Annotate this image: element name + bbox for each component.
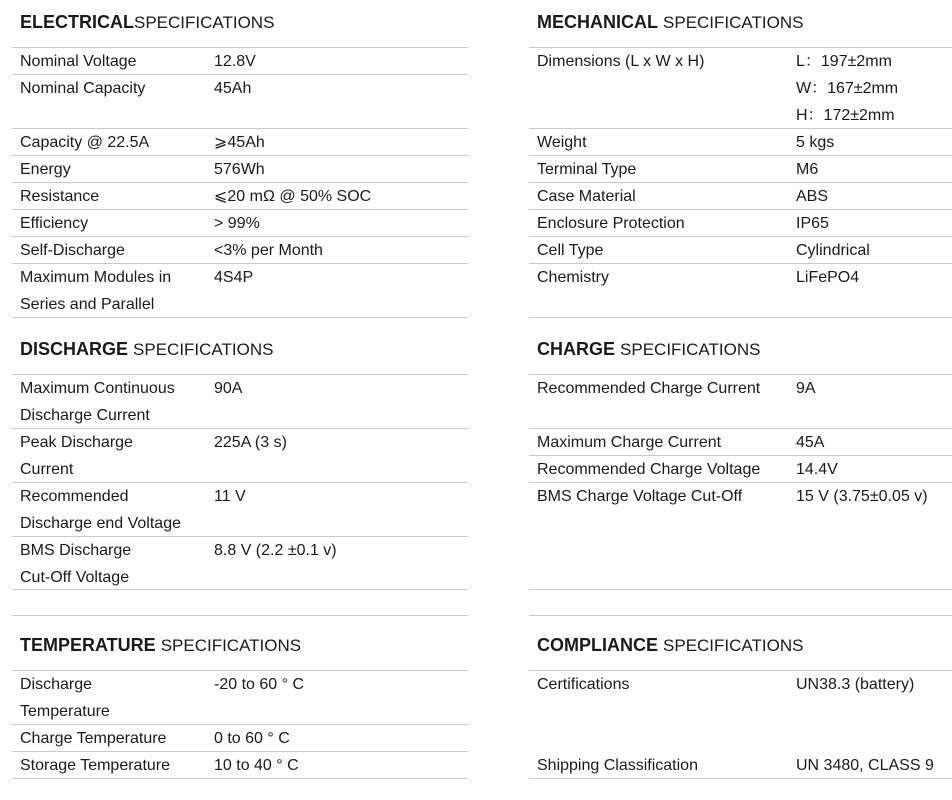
spec-value: ⩽20 mΩ @ 50% SOC xyxy=(214,188,372,205)
discharge-specifications xyxy=(12,327,468,591)
spec-value: 45A xyxy=(796,434,825,451)
heading-rest: SPECIFICATIONS xyxy=(134,13,275,32)
spec-row xyxy=(12,156,468,183)
heading-rest: SPECIFICATIONS xyxy=(620,340,761,359)
electrical-specifications xyxy=(12,0,468,318)
heading-rest: SPECIFICATIONS xyxy=(663,13,804,32)
spec-label: Terminal Type xyxy=(537,161,637,178)
spec-label: Recommended Charge Voltage xyxy=(537,461,761,478)
spec-row xyxy=(529,237,952,264)
spec-row xyxy=(529,129,952,156)
spec-label: Storage Temperature xyxy=(20,757,171,774)
spec-row xyxy=(12,75,468,129)
spec-value: 10 to 40 ° C xyxy=(214,757,299,774)
spec-value: 90A xyxy=(214,380,243,397)
section-divider xyxy=(529,615,952,616)
spec-value: -20 to 60 ° C xyxy=(214,676,304,693)
spec-value: 576Wh xyxy=(214,161,265,178)
spec-label: Self-Discharge xyxy=(20,242,125,259)
spec-row xyxy=(529,48,952,129)
spec-value: 9A xyxy=(796,380,816,397)
section-heading xyxy=(529,623,952,671)
spec-label: Recommended Charge Current xyxy=(537,380,761,397)
heading-bold: TEMPERATURE xyxy=(20,635,156,655)
mechanical-specifications xyxy=(529,0,952,318)
section-divider xyxy=(12,615,468,616)
spec-label: Certifications xyxy=(537,676,630,693)
spec-label: Maximum Charge Current xyxy=(537,434,722,451)
spec-value: > 99% xyxy=(214,215,260,232)
spec-row xyxy=(529,483,952,510)
spec-row xyxy=(529,456,952,483)
spec-label: Chemistry xyxy=(537,269,610,286)
spec-value: 4S4P xyxy=(214,269,254,286)
spec-value: UN38.3 (battery) xyxy=(796,676,915,693)
spec-row xyxy=(529,264,952,318)
spec-row xyxy=(12,183,468,210)
heading-bold: DISCHARGE xyxy=(20,339,129,359)
heading-bold: COMPLIANCE xyxy=(537,635,658,655)
charge-specifications xyxy=(529,327,952,510)
spec-row xyxy=(12,429,468,483)
spec-row xyxy=(529,156,952,183)
spec-value: IP65 xyxy=(796,215,829,232)
spec-row xyxy=(12,725,468,752)
heading-bold: CHARGE xyxy=(537,339,616,359)
spec-value: 12.8V xyxy=(214,53,256,70)
spec-row xyxy=(529,429,952,456)
spec-value: Cylindrical xyxy=(796,242,870,259)
spec-row xyxy=(529,210,952,237)
spec-value: 0 to 60 ° C xyxy=(214,730,290,747)
spec-label: Nominal Voltage xyxy=(20,53,137,70)
heading-rest: SPECIFICATIONS xyxy=(133,340,274,359)
spec-row xyxy=(529,183,952,210)
spec-value: 15 V (3.75±0.05 v) xyxy=(796,488,928,505)
section-heading xyxy=(12,623,468,671)
spec-value: L：197±2mm W：167±2mm H：172±2mm xyxy=(796,53,899,124)
spec-value: 45Ah xyxy=(214,80,252,97)
spec-label: Nominal Capacity xyxy=(20,80,146,97)
heading-bold: ELECTRICAL xyxy=(20,12,134,32)
section-heading xyxy=(529,0,952,48)
spec-row xyxy=(12,537,468,591)
spec-row xyxy=(12,48,468,75)
spec-label: Resistance xyxy=(20,188,100,205)
spec-row xyxy=(529,752,952,779)
spec-label: Enclosure Protection xyxy=(537,215,685,232)
spec-row xyxy=(529,375,952,429)
spec-value: UN 3480, CLASS 9 xyxy=(796,757,934,774)
spec-label: Charge Temperature xyxy=(20,730,167,747)
spec-label: BMS Charge Voltage Cut-Off xyxy=(537,488,743,505)
spec-value: ⩾45Ah xyxy=(214,134,265,151)
spec-row xyxy=(12,264,468,318)
spec-label: BMS Discharge Cut-Off Voltage xyxy=(20,542,132,586)
spec-row xyxy=(12,671,468,725)
spec-row xyxy=(12,129,468,156)
spec-value: 14.4V xyxy=(796,461,838,478)
compliance-specifications xyxy=(529,623,952,779)
spec-row xyxy=(529,671,952,752)
spec-row xyxy=(12,210,468,237)
spec-label: Efficiency xyxy=(20,215,89,232)
spec-label: Maximum Continuous Discharge Current xyxy=(20,380,175,424)
spec-value: ABS xyxy=(796,188,829,205)
spec-label: Peak Discharge Current xyxy=(20,434,133,478)
spec-label: Weight xyxy=(537,134,587,151)
section-divider xyxy=(12,589,468,590)
spec-row xyxy=(12,237,468,264)
spec-row xyxy=(12,752,468,779)
spec-row xyxy=(12,375,468,429)
heading-rest: SPECIFICATIONS xyxy=(160,636,302,655)
spec-value: LiFePO4 xyxy=(796,269,860,286)
section-heading xyxy=(529,327,952,375)
spec-value: M6 xyxy=(796,161,819,178)
spec-label: Maximum Modules in Series and Parallel xyxy=(20,269,172,313)
temperature-specifications xyxy=(12,623,468,779)
spec-label: Recommended Discharge end Voltage xyxy=(20,488,181,532)
section-heading xyxy=(12,327,468,375)
spec-label: Cell Type xyxy=(537,242,604,259)
spec-value: 225A (3 s) xyxy=(214,434,287,451)
spec-label: Capacity @ 22.5A xyxy=(20,134,150,151)
heading-bold: MECHANICAL xyxy=(537,12,658,32)
spec-value: 8.8 V (2.2 ±0.1 v) xyxy=(214,542,337,559)
section-divider xyxy=(529,589,952,590)
spec-label: Energy xyxy=(20,161,71,178)
spec-row xyxy=(12,483,468,537)
spec-value: 5 kgs xyxy=(796,134,835,151)
spec-label: Case Material xyxy=(537,188,636,205)
spec-value: <3% per Month xyxy=(214,242,323,259)
heading-rest: SPECIFICATIONS xyxy=(663,636,804,655)
spec-label: Discharge Temperature xyxy=(20,676,110,720)
spec-label: Dimensions (L x W x H) xyxy=(537,53,705,70)
spec-label: Shipping Classification xyxy=(537,757,698,774)
spec-value: 11 V xyxy=(214,488,246,505)
section-heading xyxy=(12,0,468,48)
